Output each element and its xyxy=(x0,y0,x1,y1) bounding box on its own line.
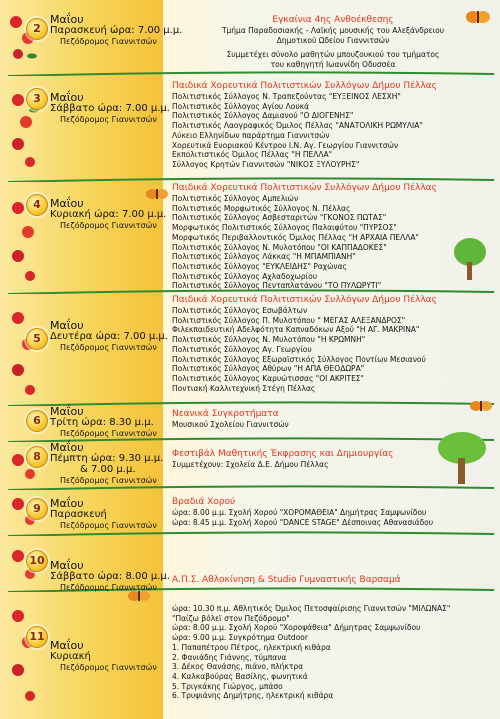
event-title: Παιδικά Χορευτικά Πολιτιστικών Συλλόγων Δήμου Πέλλας xyxy=(172,183,437,193)
event-line: ώρα: 8.00 μ.μ. Σχολή Χορού "Χοροψάθεια" Δήμητρας Σαμψωνίδου xyxy=(172,623,421,633)
month-label: Μαΐου xyxy=(50,639,84,652)
event-line: Δημοτικού Ωδείου Γιαννιτσών xyxy=(276,35,390,45)
venue-label: Πεζόδρομος Γιαννιτσών xyxy=(60,221,157,230)
event-line: Χορευτικά Ενοριακού Κέντρου Ι.Ν. Αγ. Γεωργίου Γιαννιτσών xyxy=(172,140,399,150)
day-number-badge: 2 xyxy=(26,18,48,40)
venue-label: Πεζόδρομος Γιαννιτσών xyxy=(60,521,157,530)
event-block xyxy=(172,496,494,527)
event-block xyxy=(172,182,494,291)
event-line: Εκπολιτιστικός Όμιλος Πέλλας "Η ΠΕΛΛΑ" xyxy=(172,150,333,160)
event-title: Φεστιβάλ Μαθητικής Έκφρασης και Δημιουργίας xyxy=(172,449,394,459)
venue-label: Πεζόδρομος Γιαννιτσών xyxy=(60,429,157,438)
day-number-badge: 3 xyxy=(26,88,48,110)
month-label: Μαΐου xyxy=(50,197,84,210)
event-line: Τμήμα Παραδοσιακής - Λαϊκής μουσικής του Αλεξάνδρειου xyxy=(221,26,445,35)
event-line: Μουσικού Σχολείου Γιαννιτσών xyxy=(172,420,289,429)
event-line: Πολιτιστικός Σύλλογος Λάκκας "Η ΜΠΑΜΠΙΑΝΗ" xyxy=(172,252,356,262)
weekday-time: Κυριακή ώρα: 7.00 μ.μ. xyxy=(50,209,167,220)
event-line: Πολιτιστικός Σύλλογος Ν. Μυλοτόπου "ΟΙ ΚΑΠΠΑΔΟΚΕΣ" xyxy=(172,242,387,252)
day-number-badge: 8 xyxy=(26,446,48,468)
event-block xyxy=(172,448,494,470)
day-number-badge: 4 xyxy=(26,194,48,216)
event-line: Φιλεκπαιδευτική Αδελφότητα Καπναδόκων Αξού "Η ΑΓ. ΜΑΚΡΙΝΑ" xyxy=(172,325,420,335)
event-line: Μορφωτικός Περιβαλλοντικός Όμιλος Πέλλας "Η ΑΡΧΑΙΑ ΠΕΛΛΑ" xyxy=(172,232,419,242)
band-member: 3. Δέκος Θανάσης, πιάνο, πλήκτρα xyxy=(172,662,304,672)
date-block xyxy=(50,320,168,353)
day-number-badge: 10 xyxy=(26,550,48,572)
date-block xyxy=(50,640,157,673)
weekday-time: Τρίτη ώρα: 8.30 μ.μ. xyxy=(50,417,154,428)
event-line: Πολιτιστικός Σύλλογος Ν. Τραπεζούντας "ΕΥΞΕΙΝΟΣ ΛΕΣΧΗ" xyxy=(172,92,401,101)
event-block xyxy=(172,408,494,430)
event-line: Λύκειο Ελληνίδων παράρτημα Γιαννιτσών xyxy=(172,130,330,140)
month-label: Μαΐου xyxy=(50,441,84,454)
event-line: Πολιτιστικός Σύλλογος Π. Μυλοτόπου " ΜΕΓΑΣ ΑΛΕΞΑΝΔΡΟΣ" xyxy=(172,315,406,325)
event-line: του καθηγητή Ιωαννίδη Οδυσσέα xyxy=(270,60,396,70)
month-label: Μαΐου xyxy=(50,91,84,104)
month-label: Μαΐου xyxy=(50,319,84,332)
event-line: Πολιτιστικός Σύλλογος Δαμιανού "Ο ΔΙΟΓΕΝΗΣ" xyxy=(172,111,354,121)
event-line: Πολιτιστικός Σύλλογος Πενταπλατάνου "ΤΟ ΠΥΛΩΡΥΤΙ" xyxy=(172,281,382,291)
event-line: Ποντιακή Καλλιτεχνική Στέγη Πέλλας xyxy=(172,383,316,393)
leaf-divider xyxy=(8,70,494,76)
event-line: Πολιτιστικός Σύλλογος Ασβεσταριτών "ΓΚΟΝΟΣ ΠΩΤΑΣ" xyxy=(172,213,387,223)
band-member: 1. Παπαπέτρου Πέτρος, ηλεκτρική κιθάρα xyxy=(172,642,331,652)
date-block xyxy=(50,498,157,531)
event-block xyxy=(172,604,494,701)
event-line: ώρα: 8.00 μ.μ. Σχολή Χορού "ΧΟΡΟΜΑΘΕΙΑ" Δημήτρας Σαμψωνίδου xyxy=(172,508,427,517)
date-block xyxy=(50,92,170,125)
band-member: 4. Καλκαβούρας Βασίλης, φωνητικά xyxy=(172,671,308,681)
event-line: "Παίζω βόλεϊ στον Πεζόδρομο" xyxy=(172,613,290,623)
weekday-time: & 7.00 μ.μ. xyxy=(80,464,136,475)
event-title: Βραδιά Χορού xyxy=(172,497,236,507)
event-line: Πολιτιστικός Σύλλογος Ν. Μυλοτόπου "Η ΚΡΩΜΝΗ" xyxy=(172,335,366,345)
event-block xyxy=(172,80,494,170)
event-line: Πολιτιστικός Λαογραφικός Όμιλος Πέλλας "ΑΝΑΤΟΛΙΚΗ ΡΩΜΥΛΙΑ" xyxy=(172,121,423,131)
event-line: ώρα: 9.00 μ.μ. Συγκρότημα Outdoor xyxy=(172,633,308,643)
weekday-time: Κυριακή xyxy=(50,651,91,662)
event-line: Συμμετέχει σύνολο μαθητών μπουζουκιού του τμήματος xyxy=(226,50,440,60)
date-block xyxy=(50,198,166,231)
date-block xyxy=(50,560,170,593)
day-number-badge: 5 xyxy=(26,328,48,350)
event-block xyxy=(172,14,494,70)
month-label: Μαΐου xyxy=(50,13,84,26)
venue-label: Πεζόδρομος Γιαννιτσών xyxy=(60,583,157,592)
event-line: Πολιτιστικός Σύλλογος Εξωραϊστικός Σύλλογος Ποντίων Μεσιανού xyxy=(172,354,426,364)
event-line: Πολιτιστικός Σύλλογος Αγ. Γεωργίου xyxy=(172,344,312,354)
event-line: Πολιτιστικός Σύλλογος Αχλαδοχωρίου xyxy=(172,271,318,281)
venue-label: Πεζόδρομος Γιαννιτσών xyxy=(60,663,157,672)
band-member: 6. Τρυψιάνης Δημήτρης, ηλεκτρική κιθάρα xyxy=(172,691,334,701)
event-line: ώρα: 8.45 μ.μ. Σχολή Χορού "DANCE STAGE" Δέσποινας Αθανασιάδου xyxy=(172,517,434,527)
event-title: Παιδικά Χορευτικά Πολιτιστικών Συλλόγων Δήμου Πέλλας xyxy=(172,295,437,305)
event-line: ώρα: 10.30 π.μ. Αθλητικός Όμιλος Πετοσφαίρισης Γιαννιτσών "ΜΙΛΩΝΑΣ" xyxy=(172,604,451,613)
weekday-time: Πέμπτη ώρα: 9.30 μ.μ. xyxy=(50,453,164,464)
day-number-badge: 11 xyxy=(26,626,48,648)
venue-label: Πεζόδρομος Γιαννιτσών xyxy=(60,115,157,124)
event-block xyxy=(172,574,494,586)
date-block xyxy=(50,442,163,486)
event-line: Πολιτιστικός Σύλλογος "ΕΥΚΛΕΙΔΗΣ" Ραχώνας xyxy=(172,261,347,271)
event-block xyxy=(172,294,494,393)
event-line: Σύλλογος Κρητών Γιαννιτσών "ΝΙΚΟΣ ΞΥΛΟΥΡΗΣ" xyxy=(172,159,360,169)
venue-label: Πεζόδρομος Γιαννιτσών xyxy=(60,343,157,352)
event-line: Πολιτιστικός Σύλλογος Αγίου Λουκά xyxy=(172,101,310,111)
weekday-time: Δευτέρα ώρα: 7.00 μ.μ. xyxy=(50,331,168,342)
month-label: Μαΐου xyxy=(50,405,84,418)
weekday-time: Σάββατο ώρα: 7.00 μ.μ. xyxy=(50,103,170,114)
event-line: Πολιτιστικός Σύλλογος Εσωβάλτων xyxy=(172,306,308,315)
month-label: Μαΐου xyxy=(50,559,84,572)
weekday-time: Παρασκευή ώρα: 7.00 μ.μ. xyxy=(50,25,183,36)
event-line: Πολιτιστικός Σύλλογος Αμπελιών xyxy=(172,194,299,203)
band-member: 2. Φανιάδης Γιάννης, τύμπανα xyxy=(172,652,287,662)
event-title: Α.Π.Σ. Αθλοκίνηση & Studio Γυμναστικής Βαρσαμά xyxy=(172,575,401,585)
day-number-badge: 6 xyxy=(26,410,48,432)
date-block xyxy=(50,14,182,47)
event-line: Συμμετέχουν: Σχολεία Δ.Ε. Δήμου Πέλλας xyxy=(172,460,329,469)
date-block xyxy=(50,406,157,439)
rose-decoration xyxy=(6,596,40,714)
band-member: 5. Τριγκάκης Γιώργος, μπάσο xyxy=(172,681,283,691)
event-line: Μορφωτικός Πολιτιστικός Σύλλογος Παλαιφύτου "ΠΥΡΣΟΣ" xyxy=(172,223,397,233)
venue-label: Πεζόδρομος Γιαννιτσών xyxy=(60,37,157,46)
weekday-time: Σάββατο ώρα: 8.00 μ.μ. xyxy=(50,571,170,582)
event-title: Νεανικά Συγκροτήματα xyxy=(172,409,279,419)
event-title: Εγκαίνια 4ης Ανθοέκθεσης xyxy=(272,15,394,25)
event-line: Πολιτιστικός Σύλλογος Αθύρων "Η ΑΠΑ ΘΕΟΔΩΡΑ" xyxy=(172,364,365,374)
event-title: Παιδικά Χορευτικά Πολιτιστικών Συλλόγων Δήμου Πέλλας xyxy=(172,81,437,91)
month-label: Μαΐου xyxy=(50,497,84,510)
weekday-time: Παρασκευή xyxy=(50,509,107,520)
day-number-badge: 9 xyxy=(26,498,48,520)
event-line: Πολιτιστικός Σύλλογος Καρυώτισσας "ΟΙ ΑΚΡΙΤΕΣ" xyxy=(172,373,364,383)
venue-label: Πεζόδρομος Γιαννιτσών xyxy=(60,476,157,485)
event-line: Πολιτιστικός Μορφωτικός Σύλλογος Ν. Πέλλας xyxy=(172,203,351,213)
